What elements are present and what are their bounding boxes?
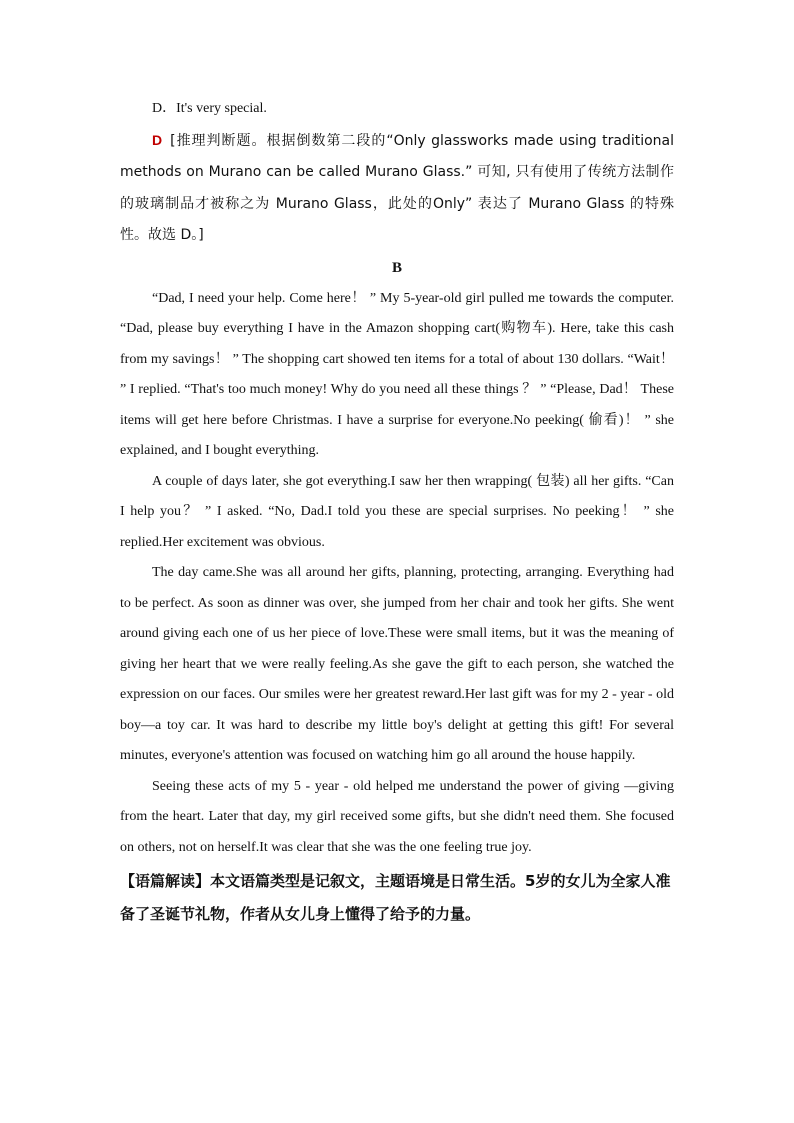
answer-explanation-block <box>120 125 674 252</box>
passage-paragraph-3: The day came.She was all around her gifts, planning, protecting, arranging. Everything had to be perfect. As soon as dinner was over, she jumped from her chair and took her gifts. She went around giving each one of us her piece of love.These were small items, but it was the meaning of giving her heart that we were really feeling.As she gave the gift to each person, she watched the expression on our faces. Our smiles were her greatest reward.Her last gift was for my 2 - year - old boy—a toy car. It was hard to describe my little boy's delight at getting this gift! For several minutes, everyone's attention was focused on watching him go all around the house happily. <box>120 565 674 763</box>
summary-text: 本文语篇类型是记叙文，主题语境是日常生活。5岁的女儿为全家人准备了圣诞节礼物，作者从女儿身上懂得了给予的力量。 <box>120 872 671 923</box>
passage-paragraph-4: Seeing these acts of my 5 - year - old helped me understand the power of giving —giving from the heart. Later that day, my girl received some gifts, but she didn't need them. She focused on others, not on herself.It was clear that she was the one feeling true joy. <box>120 778 674 855</box>
passage-paragraph-1: “Dad, I need your help. Come here！ ” My 5-year-old girl pulled me towards the computer. “Dad, please buy everything I have in the Amazon shopping cart(购物车). Here, take this cash from my savings！ ” The shopping cart showed ten items for a total of about 130 dollars. “Wait！ ” I replied. “That's too much money! Why do you need all these things ？ ” “Please, Dad！ These items will get here before Christmas. I have a surprise for everyone.No peeking( 偷看)！ ” she explained, and I bought everything. <box>120 290 674 458</box>
answer-explanation: [推理判断题。根据倒数第二段的“Only glassworks made using traditional methods on Murano can be called Murano Glass.” 可知, 只有使用了传统方法制作的玻璃制品才被称之为 Murano Glass，此处的Only” 表达了 Murano Glass 的特殊性。故选 D。] <box>120 132 674 243</box>
document-page <box>120 94 674 931</box>
summary-tag: 【语篇解读】 <box>120 872 211 890</box>
passage-summary <box>120 865 674 931</box>
answer-letter: D <box>152 131 163 148</box>
passage-paragraph-2: A couple of days later, she got everything.I saw her then wrapping( 包装) all her gifts. “Can I help you？ ” I asked. “No, Dad.I told you these are special surprises. No peeking！ ” she replied.Her excitement was obvious. <box>120 473 674 550</box>
section-title: B <box>391 259 402 276</box>
reading-passage <box>120 284 674 864</box>
option-d: D．It's very special. <box>152 101 267 116</box>
